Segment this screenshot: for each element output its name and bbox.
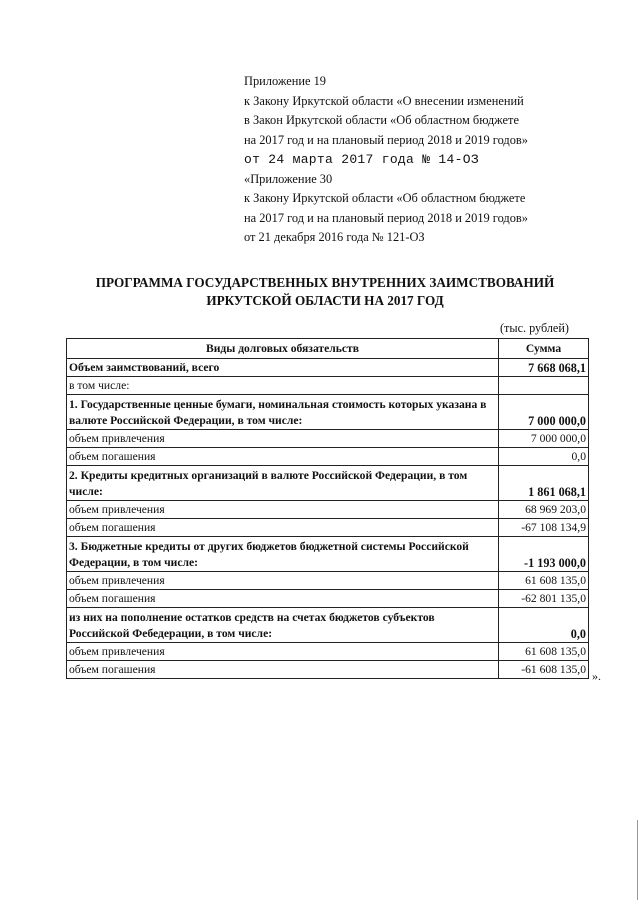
row-label: объем погашения <box>67 519 499 537</box>
table-row <box>67 359 589 377</box>
closing-quote: ». <box>592 669 601 683</box>
header-line: Приложение 19 <box>244 74 326 88</box>
row-label: объем привлечения <box>67 430 499 448</box>
row-amount <box>499 377 589 395</box>
row-label: в том числе: <box>67 377 499 395</box>
table-row <box>67 395 589 430</box>
row-amount: -62 801 135,0 <box>499 590 589 608</box>
header-date-line: от 24 марта 2017 года № 14-ОЗ <box>244 152 479 167</box>
column-header-amount: Сумма <box>499 339 589 359</box>
borrowing-table <box>66 338 589 679</box>
table-row <box>67 590 589 608</box>
row-amount: 68 969 203,0 <box>499 501 589 519</box>
row-label: объем погашения <box>67 590 499 608</box>
row-label: Объем заимствований, всего <box>67 359 499 377</box>
row-label: 2. Кредиты кредитных организаций в валюте Российской Федерации, в том числе: <box>67 466 499 501</box>
appendix-header <box>244 72 634 248</box>
table-row <box>67 448 589 466</box>
table-row <box>67 466 589 501</box>
table-row <box>67 572 589 590</box>
row-amount: 1 861 068,1 <box>499 466 589 501</box>
table-row <box>67 377 589 395</box>
table-row <box>67 430 589 448</box>
row-label: объем погашения <box>67 661 499 679</box>
row-amount: 7 668 068,1 <box>499 359 589 377</box>
row-label: объем привлечения <box>67 501 499 519</box>
column-header-type: Виды долговых обязательств <box>67 339 499 359</box>
header-line: в Закон Иркутской области «Об областном бюджете <box>244 113 519 127</box>
scan-edge-line <box>637 820 638 900</box>
table-header-row <box>67 339 589 359</box>
header-line: к Закону Иркутской области «О внесении изменений <box>244 93 524 108</box>
row-label: 3. Бюджетные кредиты от других бюджетов бюджетной системы Российской Федерации, в том числе: <box>67 537 499 572</box>
header-line: на 2017 год и на плановый период 2018 и 2019 годов» <box>244 132 528 147</box>
row-label: 1. Государственные ценные бумаги, номинальная стоимость которых указана в валюте Российской Федерации, в том числе: <box>67 395 499 430</box>
title-line-2: ИРКУТСКОЙ ОБЛАСТИ НА 2017 ГОД <box>206 293 444 308</box>
units-label: (тыс. рублей) <box>500 321 569 335</box>
row-amount: 0,0 <box>499 448 589 466</box>
header-line: от 21 декабря 2016 года № 121-ОЗ <box>244 230 425 244</box>
row-amount: 7 000 000,0 <box>499 430 589 448</box>
header-line: на 2017 год и на плановый период 2018 и 2019 годов» <box>244 210 528 225</box>
table-row <box>67 608 589 643</box>
row-label: объем привлечения <box>67 643 499 661</box>
row-amount: -1 193 000,0 <box>499 537 589 572</box>
row-label: из них на пополнение остатков средств на счетах бюджетов субъектов Российской Фебедерации, в том числе: <box>67 608 499 643</box>
table-row <box>67 537 589 572</box>
row-label: объем погашения <box>67 448 499 466</box>
row-amount: 61 608 135,0 <box>499 572 589 590</box>
header-line: «Приложение 30 <box>244 171 333 186</box>
row-amount: -67 108 134,9 <box>499 519 589 537</box>
row-amount: 7 000 000,0 <box>499 395 589 430</box>
table-row <box>67 501 589 519</box>
row-label: объем привлечения <box>67 572 499 590</box>
table-row <box>67 519 589 537</box>
header-line: к Закону Иркутской области «Об областном бюджете <box>244 191 526 205</box>
title-line-1: ПРОГРАММА ГОСУДАРСТВЕННЫХ ВНУТРЕННИХ ЗАИМСТВОВАНИЙ <box>95 275 555 290</box>
row-amount: -61 608 135,0 <box>499 661 589 679</box>
table-row <box>67 661 589 679</box>
row-amount: 0,0 <box>499 608 589 643</box>
table-row <box>67 643 589 661</box>
row-amount: 61 608 135,0 <box>499 643 589 661</box>
page-title <box>60 274 590 310</box>
